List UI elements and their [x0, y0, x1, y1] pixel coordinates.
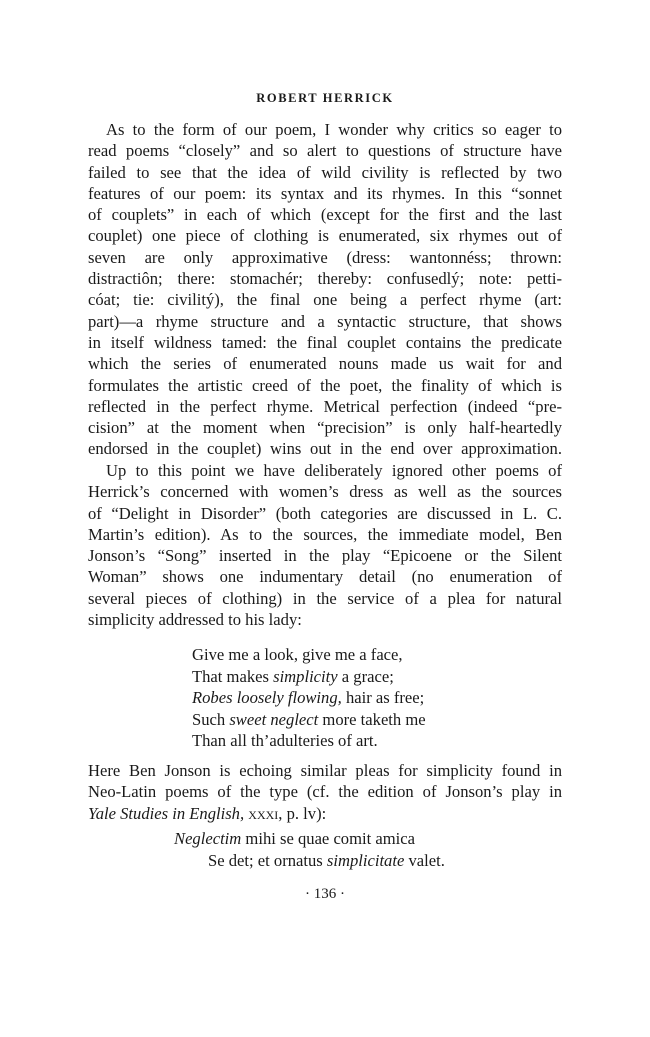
text-line: Jonson’s “Song” inserted in the play “Epicoene or the Silent	[88, 546, 562, 566]
text-line: cision” at the moment when “precision” is only half-heartedly	[88, 418, 562, 438]
verse-line: Robes loosely flowing, hair as free;	[192, 688, 425, 707]
verse-line: Give me a look, give me a face,	[192, 645, 403, 664]
verse-line: Neglectim mihi se quae comit amica	[174, 829, 415, 848]
paragraph-neo-latin	[88, 760, 562, 824]
text-line: seven are only approximative (dress: wantonnéss; thrown:	[88, 247, 562, 267]
text-line: read poems “closely” and so alert to questions of structure have	[88, 141, 562, 161]
text-line: simplicity addressed to his lady:	[88, 610, 302, 630]
text-line: Martin’s edition). As to the sources, the immediate model, Ben	[88, 524, 562, 544]
text-line: distractiôn; there: stomachér; thereby: confusedlý; note: petti-	[88, 269, 562, 289]
running-head: ROBERT HERRICK	[256, 91, 394, 105]
text-line: Neo-Latin poems of the type (cf. the edition of Jonson’s play in	[88, 782, 562, 802]
text-line: Here Ben Jonson is echoing similar pleas for simplicity found in	[88, 761, 562, 780]
text-line: of “Delight in Disorder” (both categories are discussed in L. C.	[88, 503, 562, 523]
verse-line: That makes simplicity a grace;	[192, 666, 394, 686]
text-line: failed to see that the idea of wild civility is reflected by two	[88, 162, 562, 182]
jonson-verse-quote	[192, 644, 426, 752]
text-line: of couplets” in each of which (except for the first and the last	[88, 205, 562, 225]
text-line: Up to this point we have deliberately ignored other poems of	[106, 461, 562, 480]
text-line: Yale Studies in English, xxxi, p. lv):	[88, 803, 327, 823]
text-line: Woman” shows one indumentary detail (no enumeration of	[88, 567, 562, 587]
paragraph-sources	[88, 460, 562, 630]
verse-line: Than all th’adulteries of art.	[192, 731, 378, 750]
text-line: features of our poem: its syntax and its rhymes. In this “sonnet	[88, 183, 562, 203]
text-line: part)—a rhyme structure and a syntactic structure, that shows	[88, 311, 562, 331]
text-line: formulates the artistic creed of the poet, the finality of which is	[88, 375, 562, 395]
verse-line: Se det; et ornatus simplicitate valet.	[208, 850, 445, 870]
verse-line: Such sweet neglect more taketh me	[192, 709, 426, 729]
text-line: cóat; tie: civilitý), the final one being a perfect rhyme (art:	[88, 290, 562, 310]
text-line: As to the form of our poem, I wonder why critics so eager to	[106, 120, 562, 139]
text-line: Herrick’s concerned with women’s dress as well as the sources	[88, 482, 562, 502]
latin-verse-quote	[174, 828, 445, 871]
text-line: several pieces of clothing) in the service of a plea for natural	[88, 588, 562, 608]
paragraph-form-of-poem	[88, 119, 562, 460]
text-line: endorsed in the couplet) wins out in the end over approximation.	[88, 439, 562, 459]
text-line: which the series of enumerated nouns made us wait for and	[88, 354, 562, 374]
text-line: couplet) one piece of clothing is enumerated, six rhymes out of	[88, 226, 562, 246]
page-number: · 136 ·	[305, 886, 345, 902]
text-line: in itself wildness tamed: the final couplet contains the predicate	[88, 332, 562, 352]
text-line: reflected in the perfect rhyme. Metrical perfection (indeed “pre-	[88, 396, 562, 416]
